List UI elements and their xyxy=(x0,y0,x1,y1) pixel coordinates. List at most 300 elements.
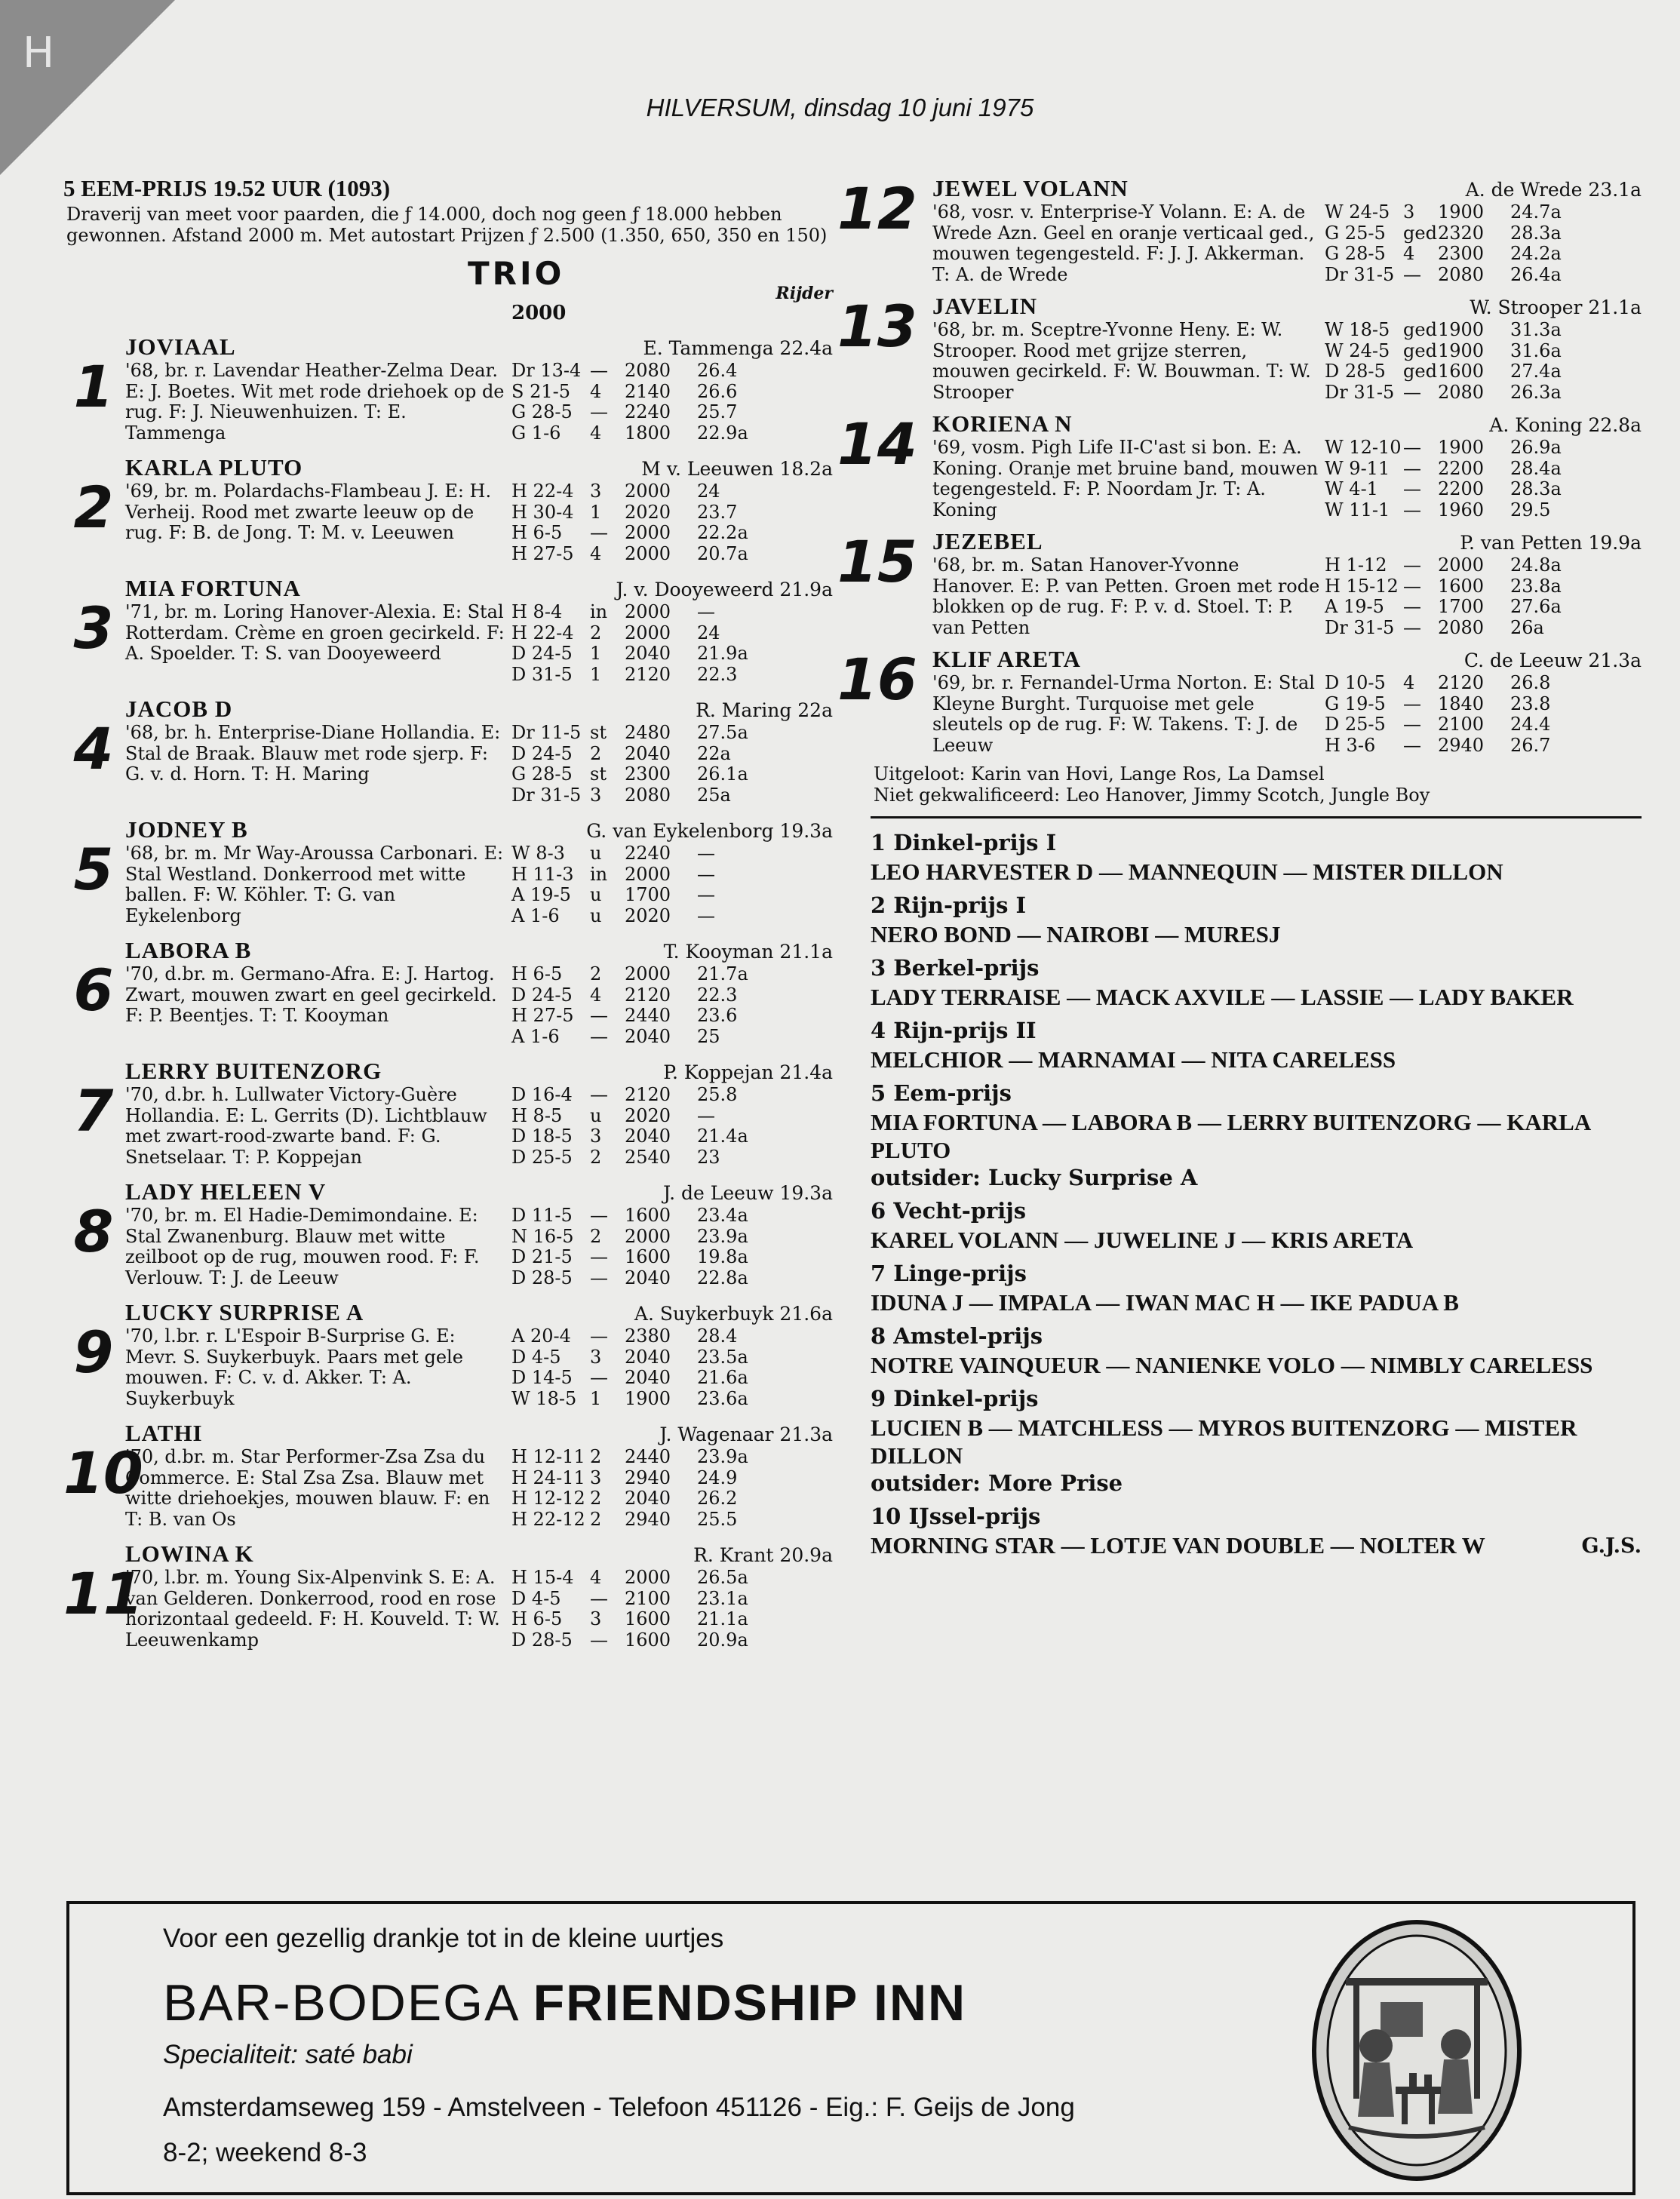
race-result-cell: A 20-4 xyxy=(511,1325,571,1347)
race-result-cell: 2080 xyxy=(625,784,671,806)
rider-name: J. de Leeuw 19.3a xyxy=(663,1182,833,1204)
horse-entry-body xyxy=(125,333,833,444)
race-result xyxy=(511,665,783,686)
horse-details xyxy=(125,361,833,444)
recent-races xyxy=(511,843,783,926)
race-result-cell: Dr 31-5 xyxy=(511,784,582,806)
rider-name: A. Koning 22.8a xyxy=(1489,414,1642,436)
horse-entry-body xyxy=(932,528,1642,638)
horse-description: '70, l.br. r. L'Espoir B-Surprise G. E: Mevr. S. Suykerbuyk. Paars met gele mouwen. F: C. v. d. Akker. T: A. Suykerbuyk xyxy=(125,1325,463,1409)
race-result-cell: H 15-4 xyxy=(511,1567,574,1588)
race-result-cell: D 25-5 xyxy=(1325,714,1386,735)
race-result-cell: 2080 xyxy=(1438,263,1485,285)
race-result-cell: 2020 xyxy=(625,1104,671,1126)
race-result-cell: 2120 xyxy=(625,984,671,1006)
race-result-cell: ged xyxy=(1403,339,1437,361)
rider-name: A. Suykerbuyk 21.6a xyxy=(634,1303,833,1325)
race-result-cell: 2120 xyxy=(1438,672,1485,693)
race-result-cell: H 6-5 xyxy=(511,963,563,984)
race-result-cell: — xyxy=(1403,596,1421,617)
horse-entry-body xyxy=(125,696,833,806)
horse-details xyxy=(125,1568,833,1651)
race-result-cell: 1600 xyxy=(625,1629,671,1651)
horse-entry xyxy=(837,528,1642,638)
horse-entry xyxy=(63,937,833,1047)
race-result-cell: H 27-5 xyxy=(511,1005,574,1026)
race-result-cell: 3 xyxy=(590,1467,602,1488)
race-result-cell: 26.6 xyxy=(697,380,738,402)
race-result-cell: 2040 xyxy=(625,1367,671,1388)
race-result-cell: 23.8 xyxy=(1510,693,1551,714)
race-result xyxy=(511,361,783,382)
race-result-cell: 23.8a xyxy=(1510,575,1562,597)
rider-name: P. Koppejan 21.4a xyxy=(663,1061,833,1083)
race-result-cell: 26.4 xyxy=(697,360,738,381)
race-result-cell: A 1-6 xyxy=(511,1025,560,1047)
race-result-cell: 1 xyxy=(590,501,602,523)
race-result-cell: — xyxy=(590,1267,608,1288)
horse-details xyxy=(125,1326,833,1409)
horse-entry xyxy=(63,1178,833,1288)
race-result-cell: 2000 xyxy=(625,863,671,885)
race-result-cell: 24 xyxy=(697,622,720,643)
horse-number: 12 xyxy=(837,175,917,242)
rider-name: P. van Petten 19.9a xyxy=(1460,532,1642,554)
race-result-cell: Dr 13-4 xyxy=(511,360,582,381)
corner-tab xyxy=(0,0,175,175)
horse-name: MIA FORTUNA xyxy=(125,575,301,601)
race-result-cell: N 16-5 xyxy=(511,1225,574,1247)
race-result-cell: 2020 xyxy=(625,904,671,926)
tip-outsider: outsider: Lucky Surprise A xyxy=(871,1165,1198,1190)
race-result-cell: 3 xyxy=(590,1346,602,1368)
race-result-cell: 2440 xyxy=(625,1005,671,1026)
ad-name-light: BAR-BODEGA xyxy=(163,1974,533,2032)
race-result-cell: 2000 xyxy=(625,1225,671,1247)
race-result-cell: 24 xyxy=(697,481,720,502)
race-result-cell: D 4-5 xyxy=(511,1587,561,1609)
horse-entry-body xyxy=(125,1299,833,1409)
race-result-cell: 2000 xyxy=(625,522,671,543)
race-tip xyxy=(871,828,1642,886)
race-result-cell: — xyxy=(1403,554,1421,576)
horse-name-line xyxy=(125,1540,833,1568)
horse-entry-body xyxy=(125,1058,833,1168)
horse-name-line xyxy=(932,410,1642,438)
rider-name: A. de Wrede 23.1a xyxy=(1465,179,1642,201)
recent-races xyxy=(1325,673,1596,756)
horse-entry xyxy=(63,575,833,685)
race-result-cell: 1600 xyxy=(1438,575,1485,597)
race-result-cell: 2120 xyxy=(625,663,671,685)
race-result-cell: H 8-5 xyxy=(511,1104,563,1126)
race-result-cell: — xyxy=(1403,616,1421,638)
race-result-cell: — xyxy=(590,1367,608,1388)
race-result-cell: Dr 31-5 xyxy=(1325,616,1395,638)
race-result-cell: st xyxy=(590,722,607,743)
horse-entry-body xyxy=(125,816,833,926)
race-result-cell: 19.8a xyxy=(697,1246,748,1267)
rider-name: J. Wagenaar 21.3a xyxy=(659,1424,833,1445)
race-title: 5 EEM-PRIJS 19.52 UUR (1093) xyxy=(63,175,391,201)
race-result-cell: u xyxy=(590,884,602,905)
race-result xyxy=(511,744,783,765)
tips-list xyxy=(837,828,1642,1559)
race-result-cell: 4 xyxy=(590,984,602,1006)
race-result-cell: 2000 xyxy=(625,1567,671,1588)
race-result xyxy=(511,1488,783,1510)
race-result xyxy=(511,964,783,985)
race-result-cell: H 24-11 xyxy=(511,1467,585,1488)
race-result xyxy=(511,1205,783,1227)
race-result-cell: — xyxy=(590,1005,608,1026)
ad-specialty: Specialiteit: saté babi xyxy=(163,2040,413,2069)
horse-description: '70, l.br. m. Young Six-Alpenvink S. E: A. van Gelderen. Donkerrood, rood en rose horizontaal gedeeld. F: H. Kouveld. T: W. Leeuwenkamp xyxy=(125,1567,500,1651)
race-result xyxy=(1325,361,1596,382)
horse-description: '70, d.br. m. Star Performer-Zsa Zsa du Commerce. E: Stal Zsa Zsa. Blauw met witte driehoekjes, mouwen blauw. F: en T: B. van Os xyxy=(125,1446,490,1530)
race-result-cell: — xyxy=(697,601,715,622)
tip-horses: MIA FORTUNA — LABORA B — LERRY BUITENZORG — KARLA PLUTO xyxy=(871,1109,1590,1163)
race-result-cell: 2040 xyxy=(625,643,671,664)
race-result-cell: 2100 xyxy=(1438,714,1485,735)
race-result-cell: 2120 xyxy=(625,1084,671,1105)
horse-name: LABORA B xyxy=(125,937,252,963)
race-result-cell: 2240 xyxy=(625,401,671,422)
race-result-cell: 2 xyxy=(590,1225,602,1247)
race-result-cell: 21.7a xyxy=(697,963,748,984)
race-result-cell: 22.3 xyxy=(697,984,738,1006)
horse-details xyxy=(125,602,833,685)
race-result-cell: H 6-5 xyxy=(511,522,563,543)
horse-entry-body xyxy=(125,1178,833,1288)
horse-description: '69, vosm. Pigh Life II-C'ast si bon. E: A. Koning. Oranje met bruine band, mouwen tegengesteld. F: P. Noordam Jr. T: A. Koning xyxy=(932,437,1319,521)
race-result xyxy=(1325,597,1596,618)
recent-races xyxy=(1325,555,1596,638)
trio-label: TRIO xyxy=(468,255,565,292)
horse-name-line xyxy=(932,646,1642,673)
race-result-cell: 29.5 xyxy=(1510,499,1551,521)
race-result-cell: 25.8 xyxy=(697,1084,738,1105)
recent-races xyxy=(511,1326,783,1409)
rider-column-label: Rijder xyxy=(776,284,833,303)
race-result-cell: 2020 xyxy=(625,501,671,523)
race-result-cell: 2320 xyxy=(1438,222,1485,244)
race-result-cell: H 30-4 xyxy=(511,501,574,523)
tip-horses: LEO HARVESTER D — MANNEQUIN — MISTER DILLON xyxy=(871,858,1503,885)
race-result-cell: 2540 xyxy=(625,1146,671,1168)
race-result xyxy=(1325,500,1596,521)
horse-number: 3 xyxy=(73,594,114,662)
race-result-cell: 26.3a xyxy=(1510,381,1562,403)
race-result xyxy=(511,402,783,423)
horse-name: JEZEBEL xyxy=(932,528,1043,554)
race-result-cell: H 11-3 xyxy=(511,863,574,885)
horse-details xyxy=(932,202,1642,285)
horse-description: '68, br. m. Satan Hanover-Yvonne Hanover. E: P. van Petten. Groen met rode blokken op de rug. F: P. v. d. Stoel. T: P. van Petten xyxy=(932,554,1320,638)
race-result-cell: 2000 xyxy=(625,622,671,643)
race-result-cell: u xyxy=(590,843,602,864)
race-result-cell: 23.4a xyxy=(697,1205,748,1226)
race-result-cell: 28.3a xyxy=(1510,222,1562,244)
tip-horses: LADY TERRAISE — MACK AXVILE — LASSIE — LADY BAKER xyxy=(871,984,1574,1010)
race-result-cell: A 1-6 xyxy=(511,904,560,926)
race-result xyxy=(511,544,783,565)
race-result xyxy=(511,843,783,865)
race-result-cell: 2040 xyxy=(625,1488,671,1509)
race-result-cell: 1 xyxy=(590,663,602,685)
race-result-cell: 26.2 xyxy=(697,1488,738,1509)
horse-details xyxy=(932,673,1642,756)
tip-horses: MORNING STAR — LOTJE VAN DOUBLE — NOLTER W xyxy=(871,1532,1485,1559)
race-tip xyxy=(871,1321,1642,1379)
race-result-cell: 26a xyxy=(1510,616,1544,638)
race-result-cell: 2040 xyxy=(625,1126,671,1147)
race-result-cell: 21.9a xyxy=(697,643,748,664)
horse-name-line xyxy=(932,528,1642,555)
tip-race-label: 2 Rijn-prijs I xyxy=(871,892,1027,918)
race-result xyxy=(511,1630,783,1651)
horse-name: KARLA PLUTO xyxy=(125,454,303,481)
tip-outsider: outsider: More Prise xyxy=(871,1470,1123,1496)
race-result-cell: 23.6 xyxy=(697,1005,738,1026)
race-result-cell: 1900 xyxy=(1438,339,1485,361)
tip-horses: MELCHIOR — MARNAMAI — NITA CARELESS xyxy=(871,1046,1396,1073)
race-result-cell: 1 xyxy=(590,1387,602,1409)
race-result-cell: 1840 xyxy=(1438,693,1485,714)
horse-number: 14 xyxy=(837,410,917,478)
horse-entry xyxy=(837,175,1642,285)
recent-races xyxy=(511,964,783,1047)
recent-races xyxy=(511,602,783,685)
trio-row xyxy=(63,255,833,303)
race-result-cell: 2200 xyxy=(1438,478,1485,499)
race-result-cell: 26.4a xyxy=(1510,263,1562,285)
race-result-cell: D 10-5 xyxy=(1325,672,1386,693)
race-result xyxy=(511,1006,783,1027)
race-result-cell: — xyxy=(1403,693,1421,714)
right-column xyxy=(837,175,1642,1564)
withdrawn-line: Uitgeloot: Karin van Hovi, Lange Ros, La Damsel xyxy=(874,763,1325,785)
horse-entry-body xyxy=(125,454,833,564)
horse-name-line xyxy=(125,1420,833,1447)
race-result-cell: D 25-5 xyxy=(511,1146,573,1168)
race-result-cell: W 24-5 xyxy=(1325,201,1390,223)
horse-name: LERRY BUITENZORG xyxy=(125,1058,382,1084)
author-signature: G.J.S. xyxy=(1581,1534,1642,1558)
race-result-cell: H 22-4 xyxy=(511,481,574,502)
tip-race-label: 3 Berkel-prijs xyxy=(871,955,1040,981)
race-result-cell: — xyxy=(1403,437,1421,458)
race-result-cell: 2 xyxy=(590,1488,602,1509)
race-result xyxy=(1325,673,1596,694)
race-result-cell: 27.6a xyxy=(1510,596,1562,617)
ad-business-name xyxy=(163,1973,966,2032)
horse-description: '70, d.br. h. Lullwater Victory-Guère Hollandia. E: L. Gerrits (D). Lichtblauw met zwart-rood-zwarte band. F: G. Snetselaar. T: P. Koppejan xyxy=(125,1084,487,1168)
horse-number: 4 xyxy=(73,715,114,782)
race-result-cell: W 8-3 xyxy=(511,843,565,864)
horse-details xyxy=(932,555,1642,638)
race-result-cell: 2940 xyxy=(1438,734,1485,756)
race-result-cell: G 25-5 xyxy=(1325,222,1386,244)
race-result xyxy=(511,643,783,665)
race-result-cell: 22.9a xyxy=(697,422,748,444)
race-result xyxy=(1325,223,1596,244)
race-result xyxy=(1325,244,1596,265)
left-entries-list xyxy=(63,333,833,1651)
race-result-cell: ged xyxy=(1403,361,1437,382)
race-result-cell: 23.5a xyxy=(697,1346,748,1368)
race-result-cell: H 27-5 xyxy=(511,542,574,564)
race-result xyxy=(1325,479,1596,500)
race-result-cell: D 21-5 xyxy=(511,1246,573,1267)
horse-name: JAVELIN xyxy=(932,293,1038,319)
page-header: HILVERSUM, dinsdag 10 juni 1975 xyxy=(646,94,1034,121)
horse-entry xyxy=(837,410,1642,521)
race-result-cell: D 28-5 xyxy=(511,1267,573,1288)
race-result xyxy=(511,423,783,444)
race-result-cell: 24.8a xyxy=(1510,554,1562,576)
race-result-cell: W 11-1 xyxy=(1325,499,1390,521)
race-result xyxy=(511,502,783,524)
race-result-cell: 2000 xyxy=(625,481,671,502)
race-result xyxy=(511,785,783,806)
race-result xyxy=(511,1106,783,1127)
horse-name: LOWINA K xyxy=(125,1540,254,1567)
horse-name: JOVIAAL xyxy=(125,333,236,360)
ad-address: Amsterdamseweg 159 - Amstelveen - Telefoon 451126 - Eig.: F. Geijs de Jong xyxy=(163,2093,1075,2122)
horse-name-line xyxy=(125,696,833,723)
race-result xyxy=(1325,382,1596,404)
race-result xyxy=(1325,555,1596,576)
horse-description: '68, br. r. Lavendar Heather-Zelma Dear. E: J. Boetes. Wit met rode driehoek op de rug. F: J. Nieuwenhuizen. T: E. Tammenga xyxy=(125,360,505,444)
race-result-cell: 2300 xyxy=(625,763,671,785)
race-result-cell: u xyxy=(590,1104,602,1126)
tip-horses: NOTRE VAINQUEUR — NANIENKE VOLO — NIMBLY CARELESS xyxy=(871,1352,1593,1378)
horse-description: '68, br. m. Sceptre-Yvonne Heny. E: W. Strooper. Rood met grijze sterren, mouwen gecirkeld. F: W. Bouwman. T: W. Strooper xyxy=(932,319,1311,403)
tip-horses: LUCIEN B — MATCHLESS — MYROS BUITENZORG — MISTER DILLON xyxy=(871,1414,1577,1469)
race-result-cell: 2940 xyxy=(625,1508,671,1530)
race-result-cell: W 4-1 xyxy=(1325,478,1378,499)
race-result-cell: 3 xyxy=(590,1126,602,1147)
race-result xyxy=(511,602,783,623)
race-result xyxy=(511,906,783,927)
not-qualified-line: Niet gekwalificeerd: Leo Hanover, Jimmy Scotch, Jungle Boy xyxy=(874,785,1430,806)
race-result-cell: — xyxy=(590,360,608,381)
tip-race-label: 6 Vecht-prijs xyxy=(871,1198,1027,1224)
horse-name: JODNEY B xyxy=(125,816,248,843)
race-result-cell: H 3-6 xyxy=(1325,734,1376,756)
race-result-cell: 2080 xyxy=(625,360,671,381)
race-result-cell: 28.3a xyxy=(1510,478,1562,499)
rider-name: J. v. Dooyeweerd 21.9a xyxy=(616,579,833,600)
race-result-cell: — xyxy=(697,884,715,905)
horse-number: 5 xyxy=(73,836,114,903)
tip-race-label: 5 Eem-prijs xyxy=(871,1080,1012,1106)
race-result-cell: in xyxy=(590,601,608,622)
horse-name-line xyxy=(125,575,833,602)
race-result-cell: — xyxy=(1403,381,1421,403)
horse-details xyxy=(125,1447,833,1530)
race-result-cell: W 24-5 xyxy=(1325,339,1390,361)
race-result-cell: H 22-4 xyxy=(511,622,574,643)
horse-entry-body xyxy=(125,1420,833,1530)
race-tip xyxy=(871,1384,1642,1497)
race-result-cell: — xyxy=(590,522,608,543)
rider-name: G. van Eykelenborg 19.3a xyxy=(586,820,833,842)
race-result-cell: 20.7a xyxy=(697,542,748,564)
race-result xyxy=(511,1589,783,1610)
race-result xyxy=(1325,202,1596,223)
race-result-cell: — xyxy=(1403,714,1421,735)
horse-name: JEWEL VOLANN xyxy=(932,175,1129,201)
race-result xyxy=(511,1609,783,1630)
race-result-cell: — xyxy=(1403,263,1421,285)
race-result-cell: W 12-10 xyxy=(1325,437,1402,458)
race-result-cell: D 14-5 xyxy=(511,1367,573,1388)
race-result-cell: — xyxy=(697,843,715,864)
race-result-cell: 4 xyxy=(1403,243,1415,264)
horse-description: '69, br. m. Polardachs-Flambeau J. E: H. Verheij. Rood met zwarte leeuw op de rug. F: B. de Jong. T: M. v. Leeuwen xyxy=(125,481,492,543)
horse-number: 1 xyxy=(73,353,114,420)
horse-name: KORIENA N xyxy=(932,410,1073,437)
race-result-cell: 25.5 xyxy=(697,1508,738,1530)
horse-name-line xyxy=(125,333,833,361)
race-result-cell: Dr 31-5 xyxy=(1325,263,1395,285)
race-result-cell: 2200 xyxy=(1438,457,1485,479)
race-result-cell: 22.3 xyxy=(697,663,738,685)
horse-description: '70, d.br. m. Germano-Afra. E: J. Hartog. Zwart, mouwen zwart en geel gecirkeld. F: P. Beentjes. T: T. Kooyman xyxy=(125,963,497,1026)
section-divider xyxy=(871,816,1642,818)
race-result-cell: 26.8 xyxy=(1510,672,1551,693)
race-result-cell: 1 xyxy=(590,643,602,664)
horse-entry xyxy=(63,333,833,444)
race-result-cell: — xyxy=(590,1084,608,1105)
race-result-cell: 24.2a xyxy=(1510,243,1562,264)
horse-name-line xyxy=(125,454,833,481)
race-result-cell: 21.4a xyxy=(697,1126,748,1147)
race-result-cell: D 28-5 xyxy=(511,1629,573,1651)
tip-horses: KAREL VOLANN — JUWELINE J — KRIS ARETA xyxy=(871,1227,1414,1253)
race-result-cell: G 1-6 xyxy=(511,422,561,444)
race-result-cell: D 24-5 xyxy=(511,984,573,1006)
race-result-cell: 31.6a xyxy=(1510,339,1562,361)
race-result-cell: 3 xyxy=(590,481,602,502)
race-result xyxy=(1325,736,1596,757)
horse-number: 15 xyxy=(837,528,917,595)
horse-entry-body xyxy=(932,175,1642,285)
race-result-cell: 2300 xyxy=(1438,243,1485,264)
horse-entry xyxy=(63,1540,833,1651)
race-result xyxy=(1325,459,1596,480)
race-result-cell: 2040 xyxy=(625,742,671,764)
race-result xyxy=(511,865,783,886)
race-result-cell: G 28-5 xyxy=(511,763,573,785)
race-result xyxy=(511,1347,783,1368)
horse-name-line xyxy=(125,816,833,843)
race-result xyxy=(511,1510,783,1531)
right-entries-list xyxy=(837,175,1642,756)
race-result-cell: 1900 xyxy=(1438,437,1485,458)
race-result-cell: Dr 31-5 xyxy=(1325,381,1395,403)
race-result xyxy=(1325,265,1596,286)
race-result-cell: 22a xyxy=(697,742,731,764)
race-result xyxy=(511,1247,783,1268)
race-result-cell: ged xyxy=(1403,222,1437,244)
race-result-cell: 3 xyxy=(590,1608,602,1629)
race-result-cell: H 12-12 xyxy=(511,1488,585,1509)
race-result xyxy=(1325,438,1596,459)
race-result xyxy=(511,1027,783,1048)
